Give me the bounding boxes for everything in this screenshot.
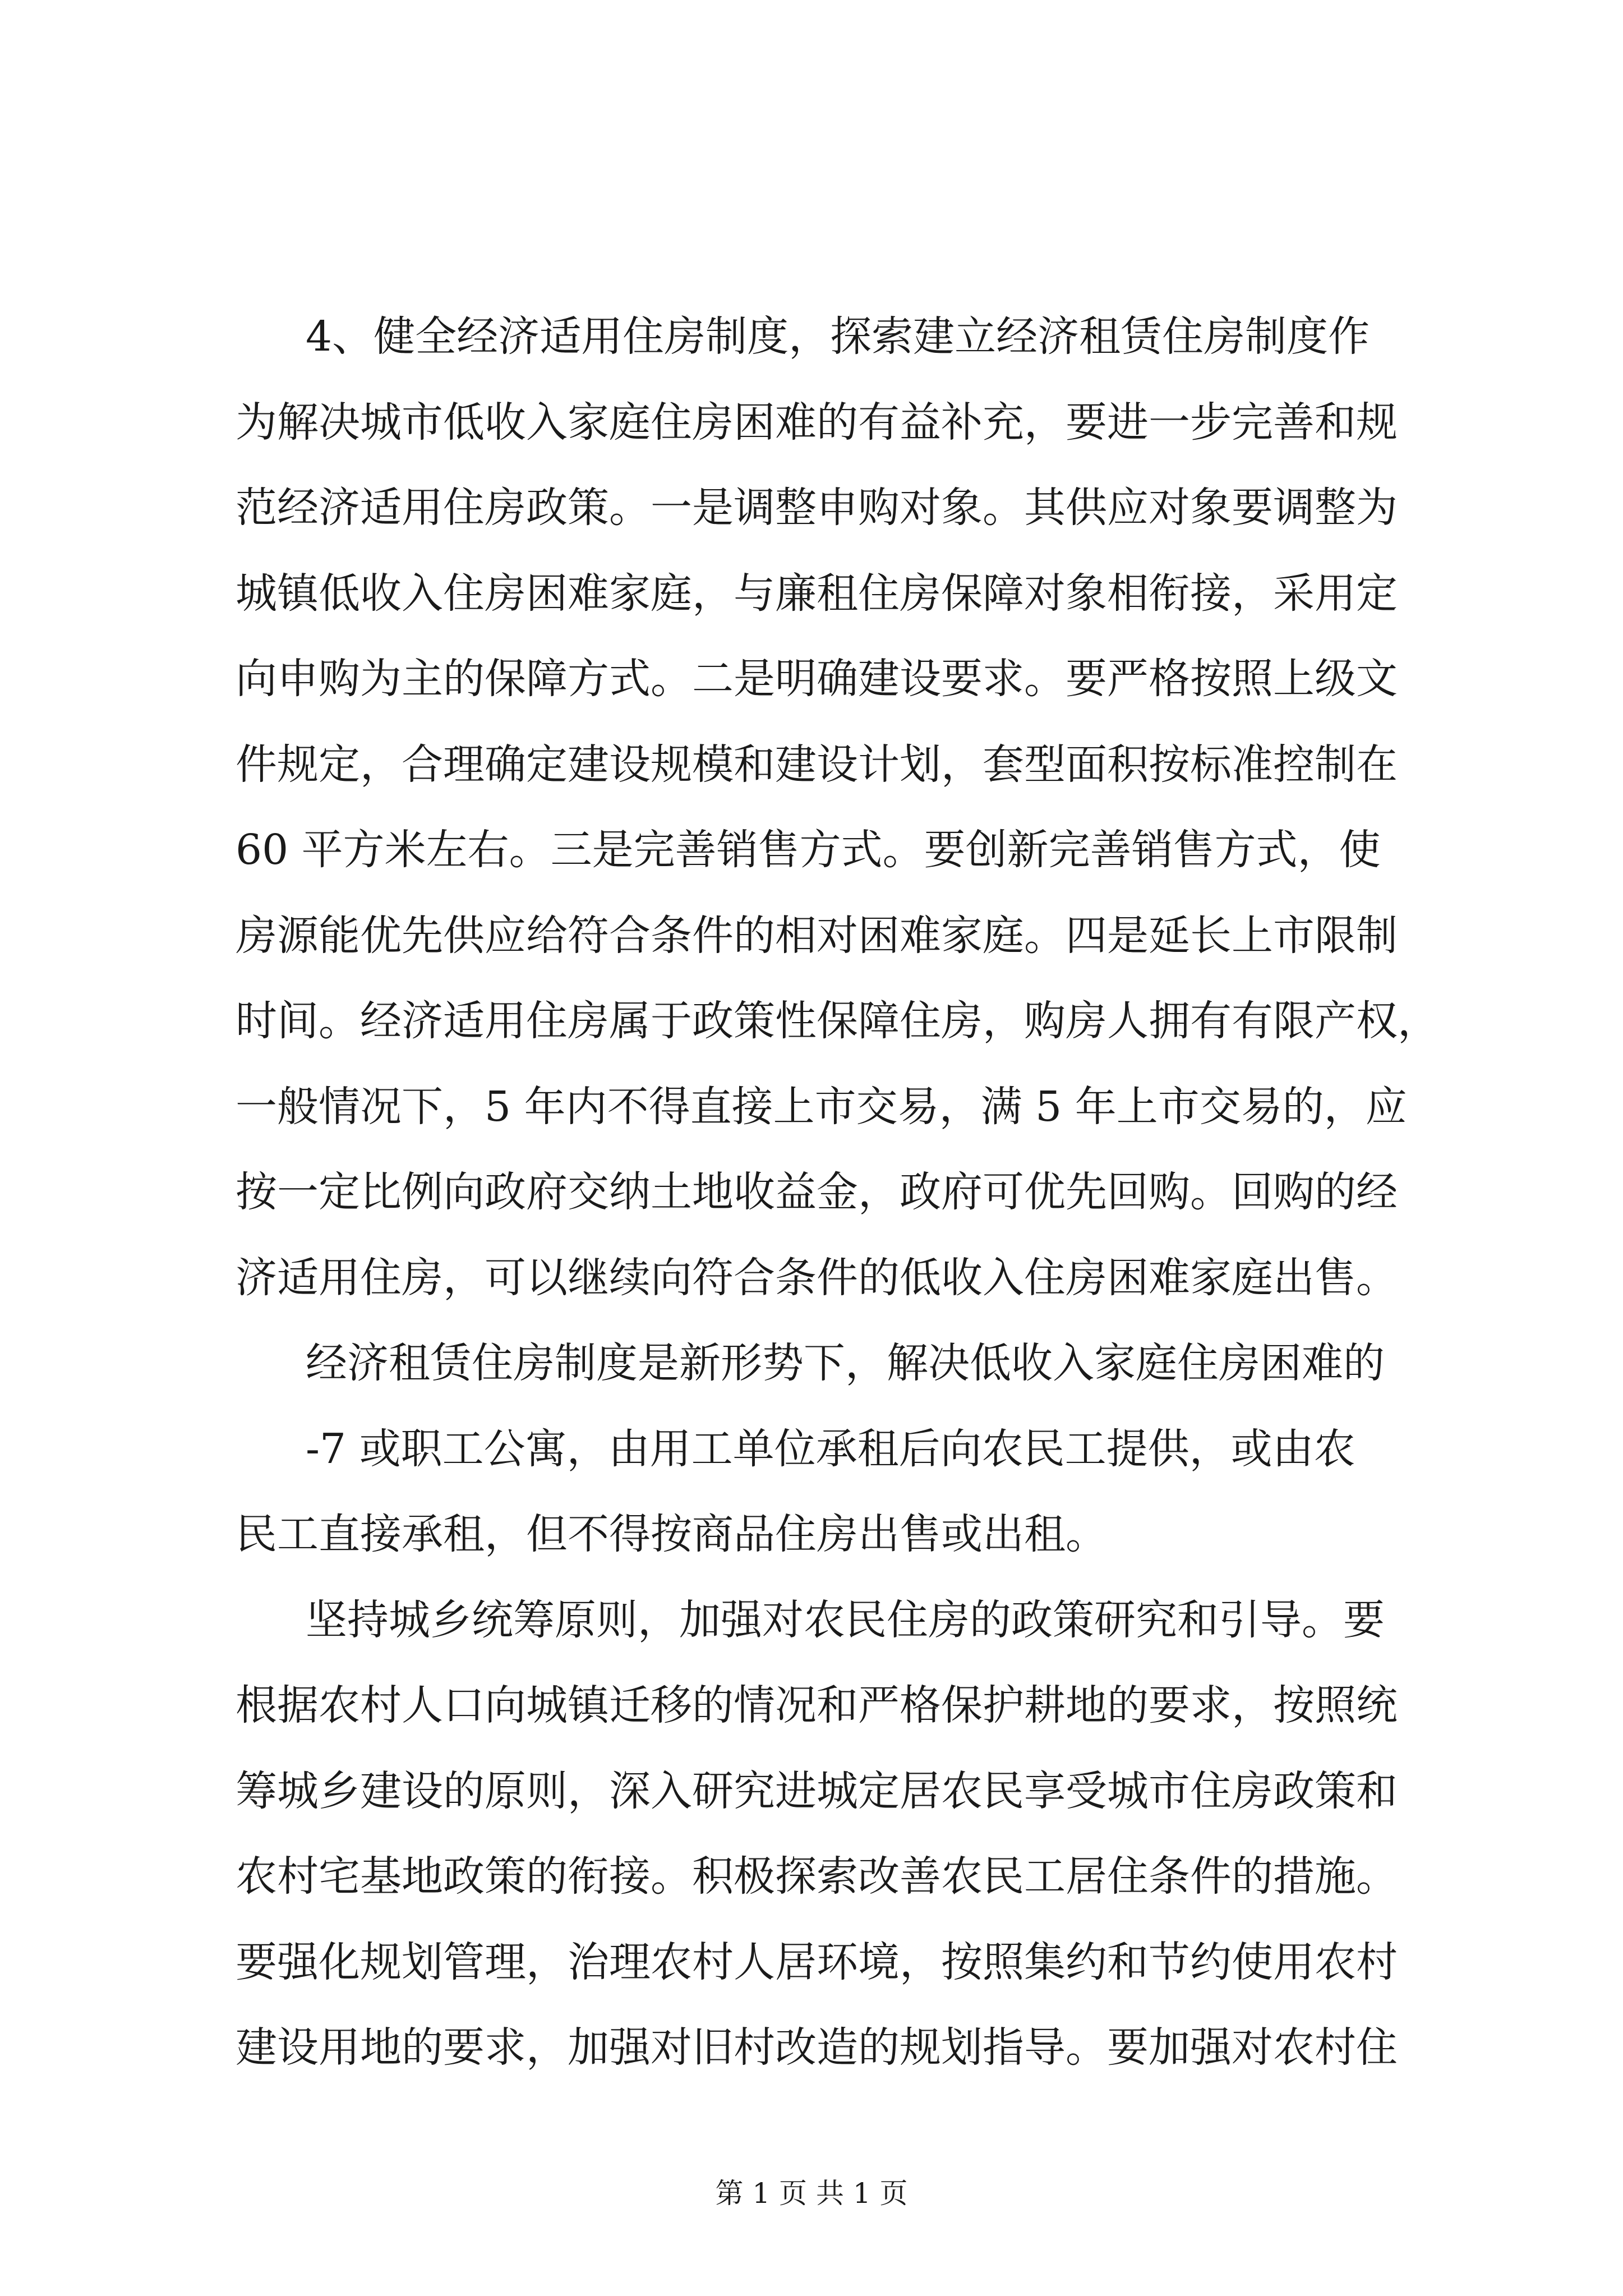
page-footer: 第 1 页 共 1 页 [715, 2177, 908, 2210]
paragraph-line: 城镇低收入住房困难家庭，与廉租住房保障对象相衔接，采用定 [236, 569, 1398, 618]
paragraph-line: 农村宅基地政策的衔接。积极探索改善农民工居住条件的措施。 [236, 1852, 1398, 1901]
paragraph-line: 根据农村人口向城镇迁移的情况和严格保护耕地的要求，按照统 [236, 1681, 1398, 1729]
paragraph-line: 一般情况下，5 年内不得直接上市交易，满 5 年上市交易的，应 [236, 1083, 1407, 1131]
paragraph-line: 筹城乡建设的原则，深入研究进城定居农民享受城市住房政策和 [236, 1767, 1398, 1815]
paragraph-line: 60 平方米左右。三是完善销售方式。要创新完善销售方式，使 [236, 826, 1381, 874]
paragraph-line: 时间。经济适用住房属于政策性保障住房，购房人拥有有限产权， [236, 997, 1439, 1045]
paragraph-line: 要强化规划管理，治理农村人居环境，按照集约和节约使用农村 [236, 1938, 1398, 1986]
paragraph-line: -7 或职工公寓，由用工单位承租后向农民工提供，或由农 [306, 1425, 1355, 1473]
paragraph-line: 坚持城乡统筹原则，加强对农民住房的政策研究和引导。要 [306, 1596, 1385, 1644]
paragraph-line: 范经济适用住房政策。一是调整申购对象。其供应对象要调整为 [236, 484, 1398, 532]
paragraph-line: 民工直接承租，但不得按商品住房出售或出租。 [236, 1510, 1107, 1558]
paragraph-line: 经济租赁住房制度是新形势下，解决低收入家庭住房困难的 [306, 1339, 1385, 1387]
paragraph-line: 向申购为主的保障方式。二是明确建设要求。要严格按照上级文 [236, 655, 1398, 703]
paragraph-line: 济适用住房，可以继续向符合条件的低收入住房困难家庭出售。 [236, 1254, 1398, 1302]
paragraph-line: 件规定，合理确定建设规模和建设计划，套型面积按标准控制在 [236, 740, 1398, 789]
paragraph-line: 按一定比例向政府交纳土地收益金，政府可优先回购。回购的经 [236, 1168, 1398, 1216]
paragraph-line: 建设用地的要求，加强对旧村改造的规划指导。要加强对农村住 [236, 2023, 1398, 2072]
paragraph-line: 4、健全经济适用住房制度，探索建立经济租赁住房制度作 [306, 312, 1370, 361]
paragraph-line: 房源能优先供应给符合条件的相对困难家庭。四是延长上市限制 [236, 912, 1398, 960]
paragraph-line: 为解决城市低收入家庭住房困难的有益补充，要进一步完善和规 [236, 398, 1398, 447]
